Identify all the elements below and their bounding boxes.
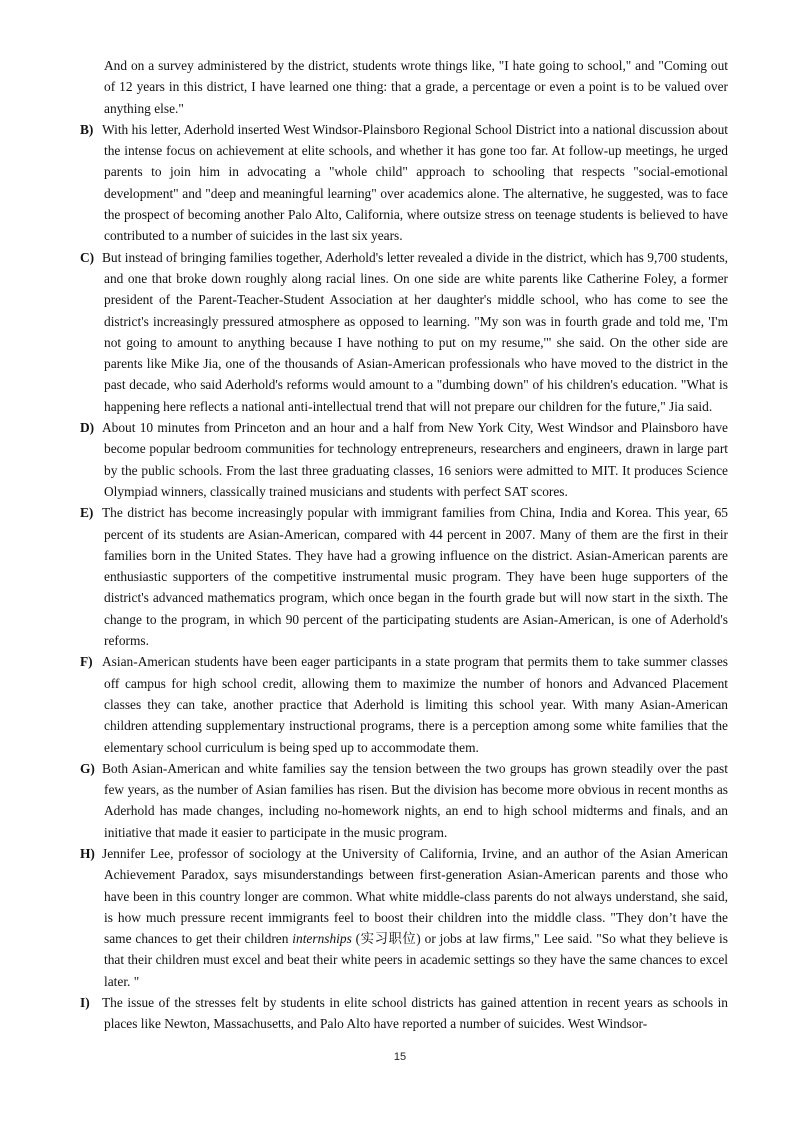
paragraph-b [80,119,728,247]
italic-term: internships [292,931,352,947]
paragraph-text: But instead of bringing families together, Aderhold's letter revealed a divide in the district, which has 9,700 students, and one that broke down roughly along racial lines. On one side are white parents like Catherine Foley, a former president of the Parent-Teacher-Student Association at her daughter's middle school, who has come to see the district's increasingly pressured atmosphere as opposed to learning. "My son was in fourth grade and told me, 'I'm not going to amount to anything because I have nothing to put on my resume,'" she said. On the other side are parents like Mike Jia, one of the thousands of Asian-American professionals who have moved to the district in the past decade, who said Aderhold's reforms would amount to a "dumbing down" of his children's education. "What is happening here reflects a national anti-intellectual trend that will not prepare our children for the future," Jia said. [102,249,728,414]
paragraph-f [80,651,728,757]
paragraph-label: F) [80,654,93,670]
paragraph-continuation [80,55,728,119]
paragraph-text: With his letter, Aderhold inserted West Windsor-Plainsboro Regional School District into a national discussion about the intense focus on achievement at elite schools, and whether it has gone too far. At follow-up meetings, he urged parents to join him in advocating a "whole child" approach to schooling that respects "social-emotional development" and "deep and meaningful learning" over academics alone. The alternative, he suggested, was to face the prospect of becoming another Palo Alto, California, where outsize stress on teenage students is believed to have contributed to a number of suicides in the last six years. [102,121,728,244]
paragraph-label: D) [80,420,95,436]
page-number: 15 [393,1051,407,1063]
paragraph-label: I) [80,995,90,1011]
paragraph-label: G) [80,760,95,776]
paragraph-label: H) [80,845,95,861]
paragraph-e [80,502,728,651]
article-body [80,55,728,1035]
paragraph-text: (实习职位) or jobs at law firms," Lee said. "So what they believe is that their children must excel and beat their white peers in academic settings so they have the same chances to excel later. " [104,931,728,989]
paragraph-text: About 10 minutes from Princeton and an hour and a half from New York City, West Windsor and Plainsboro have become popular bedroom communities for technology entrepreneurs, researchers and engineers, drawn in large part by the public schools. From the last three graduating classes, 16 seniors were admitted to MIT. It produces Science Olympiad winners, classically trained musicians and students with perfect SAT scores. [102,420,728,499]
paragraph-g [80,758,728,843]
paragraph-text: Both Asian-American and white families say the tension between the two groups has grown steadily over the past few years, as the number of Asian families has risen. But the division has become more obvious in recent months as Aderhold has made changes, including no-homework nights, an end to high school midterms and finals, and an initiative that made it easier to participate in the music program. [102,760,728,840]
paragraph-text: Asian-American students have been eager participants in a state program that permits them to take summer classes off campus for high school credit, allowing them to maximize the number of honors and Advanced Placement classes they can take, another practice that Aderhold is limiting this school year. With many Asian-American children attending supplementary instructional programs, there is a perception among some white families that the elementary school curriculum is being sped up to accommodate them. [102,654,728,755]
paragraph-text: Jennifer Lee, professor of sociology at the University of California, Irvine, and an author of the Asian American Achievement Paradox, says misunderstandings between first-generation Asian-American parents and those who have been in this country longer are common. What white middle-class parents do not always understand, she said, is how much pressure recent immigrants feel to boost their children into the middle class. "They don’t have the same chances to get their children [102,845,728,947]
paragraph-text: The issue of the stresses felt by students in elite school districts has gained attention in recent years as schools in places like Newton, Massachusetts, and Palo Alto have reported a number of suicides. West Windsor- [102,995,728,1032]
paragraph-label: C) [80,249,95,265]
paragraph-c [80,247,728,417]
paragraph-label: E) [80,505,94,521]
paragraph-h [80,843,728,992]
paragraph-d [80,417,728,502]
paragraph-text: And on a survey administered by the district, students wrote things like, "I hate going to school," and "Coming out of 12 years in this district, I have learned one thing: that a grade, a percentage or even a point is to be valued over anything else." [104,58,728,116]
paragraph-label: B) [80,121,94,137]
paragraph-text: The district has become increasingly popular with immigrant families from China, India and Korea. This year, 65 percent of its students are Asian-American, compared with 44 percent in 2007. Many of them are the first in their families born in the United States. They have had a growing influence on the district. Asian-American parents are enthusiastic supporters of the competitive instrumental music program. They have been huge supporters of the district's advanced mathematics program, which once began in the fourth grade but will now start in the sixth. The change to the program, in which 90 percent of the participating students are Asian-American, is one of Aderhold's reforms. [102,505,728,649]
paragraph-i [80,992,728,1035]
